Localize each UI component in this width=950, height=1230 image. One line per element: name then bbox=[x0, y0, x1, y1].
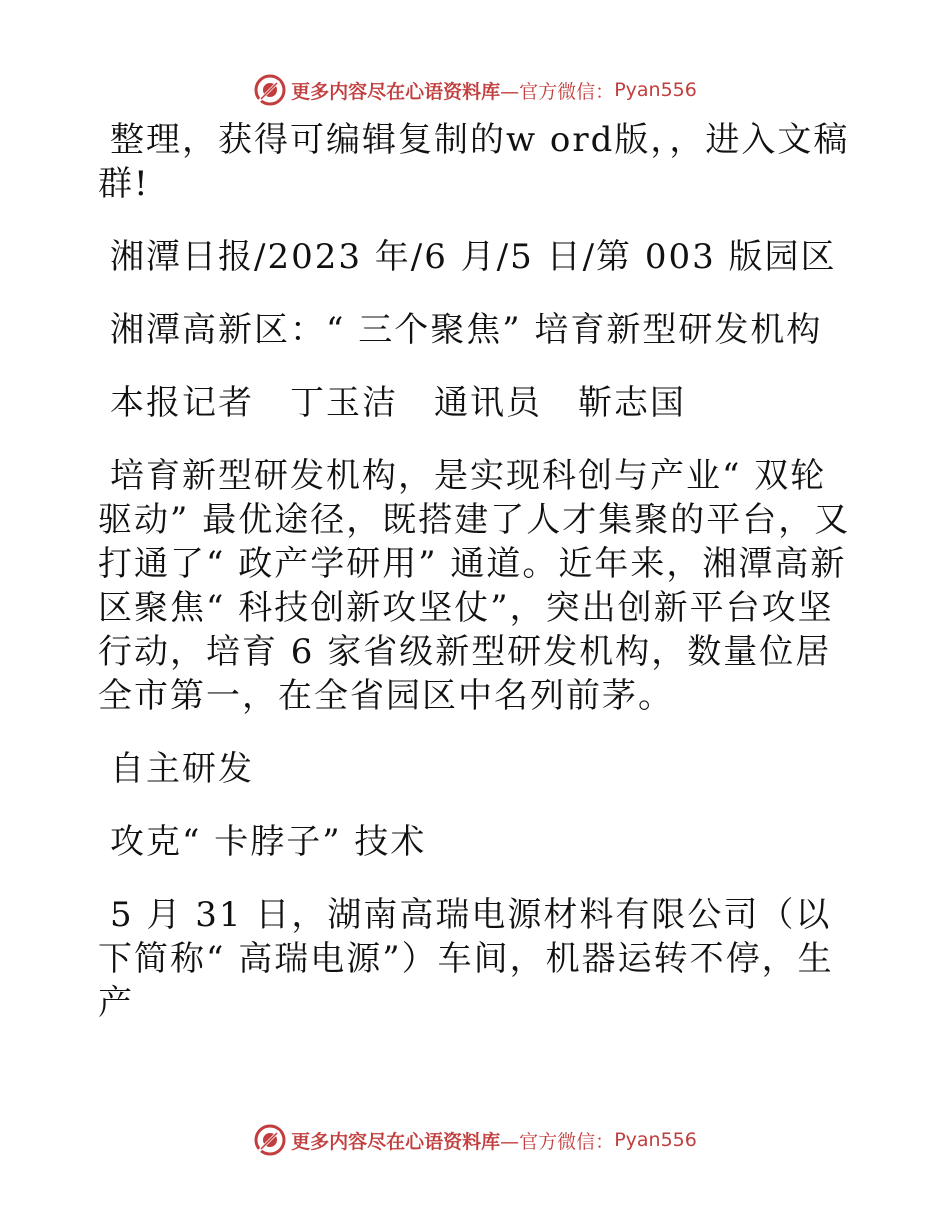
doc-paragraph-intro: 整理，获得可编辑复制的w ord版，，进入文稿群! bbox=[98, 120, 850, 204]
doc-paragraph-byline: 本报记者 丁玉洁 通讯员 靳志国 bbox=[110, 383, 686, 423]
page-header-banner bbox=[0, 70, 950, 110]
document-body bbox=[98, 118, 858, 1054]
page-footer-banner bbox=[0, 1120, 950, 1160]
doc-paragraph-subhead-2: 攻克“ 卡脖子” 技术 bbox=[110, 822, 427, 862]
doc-paragraph-subhead-1: 自主研发 bbox=[110, 749, 254, 789]
doc-paragraph-lead: 培育新型研发机构，是实现科创与产业“ 双轮驱动” 最优途径，既搭建了人才集聚的平台，又打通了“ 政产学研用” 通道。近年来，湘潭高新区聚焦“ 科技创新攻坚仗”，突出创新平台攻坚行动，培育 6 家省级新型研发机构，数量位居全市第一，在全省园区中名列前茅。 bbox=[98, 456, 851, 716]
header-wechat-handle: Pyan556 bbox=[614, 79, 697, 101]
doc-paragraph-headline: 湘潭高新区：“ 三个聚焦” 培育新型研发机构 bbox=[110, 310, 823, 350]
header-wechat-label: —官方微信： bbox=[500, 80, 615, 103]
logo-icon bbox=[253, 1123, 287, 1157]
footer-wechat-handle: Pyan556 bbox=[614, 1129, 697, 1151]
logo-icon bbox=[253, 73, 287, 107]
footer-slogan: 更多内容尽在心语资料库 bbox=[291, 1130, 501, 1153]
header-slogan: 更多内容尽在心语资料库 bbox=[291, 80, 501, 103]
doc-paragraph-source: 湘潭日报/2023 年/6 月/5 日/第 003 版园区 bbox=[110, 237, 837, 277]
footer-wechat-label: —官方微信： bbox=[500, 1130, 615, 1153]
doc-paragraph-body: 5 月 31 日，湖南高瑞电源材料有限公司（以下简称“ 高瑞电源”）车间，机器运转不停，生产 bbox=[98, 895, 834, 1023]
